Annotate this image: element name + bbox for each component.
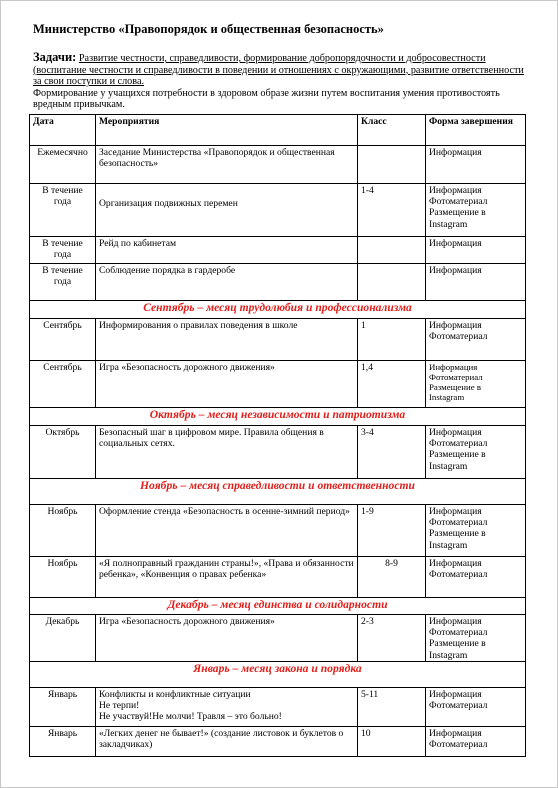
form-cell — [426, 264, 526, 301]
form-line: Фотоматериал — [429, 438, 488, 450]
grade-cell — [358, 146, 426, 184]
month-row — [30, 661, 526, 687]
grade-cell: 1-4 — [358, 184, 426, 237]
date-cell: В течение года — [30, 237, 96, 264]
form-cell — [426, 687, 526, 726]
page-title: Министерство «Правопорядок и общественная безопасность» — [33, 22, 384, 36]
event-cell: Оформление стенда «Безопасность в осенне-зимний период» — [96, 505, 358, 557]
header-date: Дата — [30, 115, 96, 146]
date-cell: В течение года — [30, 184, 96, 237]
table-row — [30, 184, 526, 237]
event-cell — [96, 687, 358, 726]
date-cell: Декабрь — [30, 615, 96, 662]
event-cell: Игра «Безопасность дорожного движения» — [96, 361, 358, 408]
month-row — [30, 479, 526, 505]
tasks-text-plain: Формирование у учащихся потребности в здоровом образе жизни путем воспитания умения противостоять вредным привычкам. — [33, 87, 500, 111]
form-cell — [426, 146, 526, 184]
form-cell — [426, 361, 526, 408]
header-grade: Класс — [358, 115, 426, 146]
form-line: Фотоматериал — [429, 739, 488, 751]
month-heading: Январь – месяц закона и порядка — [30, 661, 526, 687]
table-row — [30, 687, 526, 726]
table-row — [30, 505, 526, 557]
table-row — [30, 264, 526, 301]
table-row — [30, 426, 526, 479]
event-line: Не участвуй!Не молчи! Травля – это больно! — [99, 711, 282, 723]
grade-cell: 1,4 — [358, 361, 426, 408]
form-cell — [426, 557, 526, 598]
grade-cell — [358, 264, 426, 301]
form-line: Информация — [429, 185, 482, 196]
form-cell — [426, 426, 526, 479]
month-row — [30, 301, 526, 319]
tasks-paragraph — [33, 52, 525, 111]
form-line: Информация — [429, 320, 482, 331]
header-event: Мероприятия — [96, 115, 358, 146]
plan-table — [29, 114, 526, 757]
form-line: Фотоматериал — [429, 517, 488, 529]
date-cell: Ноябрь — [30, 557, 96, 598]
month-heading: Ноябрь – месяц справедливости и ответственности — [30, 479, 526, 505]
form-line: Фотоматериал — [429, 627, 488, 639]
form-line: Размещение в Instagram — [429, 449, 486, 472]
event-line: Не терпи! — [99, 700, 140, 712]
event-cell: Рейд по кабинетам — [96, 237, 358, 264]
event-cell: Заседание Министерства «Правопорядок и общественная безопасность» — [96, 146, 358, 184]
table-row — [30, 361, 526, 408]
form-line: Размещение в Instagram — [429, 207, 486, 230]
form-line: Размещение в — [429, 382, 481, 392]
form-cell — [426, 184, 526, 237]
form-line: Информация — [429, 427, 482, 438]
event-cell: Организация подвижных перемен — [96, 184, 358, 237]
event-cell: Информирования о правилах поведения в школе — [96, 319, 358, 361]
form-cell — [426, 505, 526, 557]
grade-cell: 3-4 — [358, 426, 426, 479]
grade-cell: 8-9 — [358, 557, 426, 598]
form-line: Информация — [429, 265, 482, 276]
date-cell: Сентябрь — [30, 319, 96, 361]
form-line: Фотоматериал — [429, 196, 488, 208]
event-line: Конфликты и конфликтные ситуации — [99, 688, 251, 700]
tasks-label: Задачи: — [33, 50, 77, 64]
form-line: Информация — [429, 616, 482, 627]
date-cell: В течение года — [30, 264, 96, 301]
form-line: Размещение в Instagram — [429, 528, 486, 551]
form-line: Размещение в Instagram — [429, 638, 486, 661]
form-line: Информация — [429, 688, 482, 700]
month-row — [30, 408, 526, 426]
grade-cell: 1-9 — [358, 505, 426, 557]
table-row — [30, 146, 526, 184]
month-heading: Октябрь – месяц независимости и патриотизма — [30, 408, 526, 426]
table-header-row — [30, 115, 526, 146]
table-row — [30, 557, 526, 598]
event-cell: Безопасный шаг в цифровом мире. Правила общения в социальных сетях. — [96, 426, 358, 479]
form-line: Фотоматериал — [429, 372, 483, 382]
form-cell — [426, 726, 526, 756]
form-line: Информация — [429, 362, 478, 372]
date-cell: Январь — [30, 687, 96, 726]
form-line: Информация — [429, 506, 482, 517]
form-cell — [426, 615, 526, 662]
grade-cell — [358, 237, 426, 264]
form-line: Информация — [429, 238, 482, 249]
grade-cell: 2-3 — [358, 615, 426, 662]
table-row — [30, 726, 526, 756]
date-cell: Январь — [30, 726, 96, 756]
tasks-text-underlined: Развитие честности, справедливости, формирование добропорядочности и добросовестности (воспитание честности и справедливости в поведении и отношениях с окружающими, развитие ответственности за свои поступки и слова. — [33, 53, 524, 88]
form-line: Информация — [429, 727, 482, 739]
form-line: Instagram — [429, 392, 465, 402]
header-form: Форма завершения — [426, 115, 526, 146]
table-row — [30, 615, 526, 662]
form-cell — [426, 319, 526, 361]
event-cell: «Я полноправный гражданин страны!», «Права и обязанности ребенка», «Конвенция о правах ребенка» — [96, 557, 358, 598]
form-line: Информация — [429, 147, 482, 158]
date-cell: Октябрь — [30, 426, 96, 479]
form-cell — [426, 237, 526, 264]
grade-cell: 10 — [358, 726, 426, 756]
grade-cell: 1 — [358, 319, 426, 361]
date-cell: Сентябрь — [30, 361, 96, 408]
form-line: Фотоматериал — [429, 569, 488, 581]
form-line: Фотоматериал — [429, 700, 488, 712]
form-line: Информация — [429, 558, 482, 569]
month-heading: Сентябрь – месяц трудолюбия и профессионализма — [30, 301, 526, 319]
month-row — [30, 598, 526, 615]
event-cell: «Легких денег не бывает!» (создание листовок и буклетов о закладчиках) — [96, 726, 358, 756]
form-line: Фотоматериал — [429, 331, 488, 343]
date-cell: Ноябрь — [30, 505, 96, 557]
event-cell: Соблюдение порядка в гардеробе — [96, 264, 358, 301]
table-row — [30, 319, 526, 361]
event-cell: Игра «Безопасность дорожного движения» — [96, 615, 358, 662]
date-cell: Ежемесячно — [30, 146, 96, 184]
table-row — [30, 237, 526, 264]
grade-cell: 5-11 — [358, 687, 426, 726]
month-heading: Декабрь – месяц единства и солидарности — [30, 598, 526, 615]
